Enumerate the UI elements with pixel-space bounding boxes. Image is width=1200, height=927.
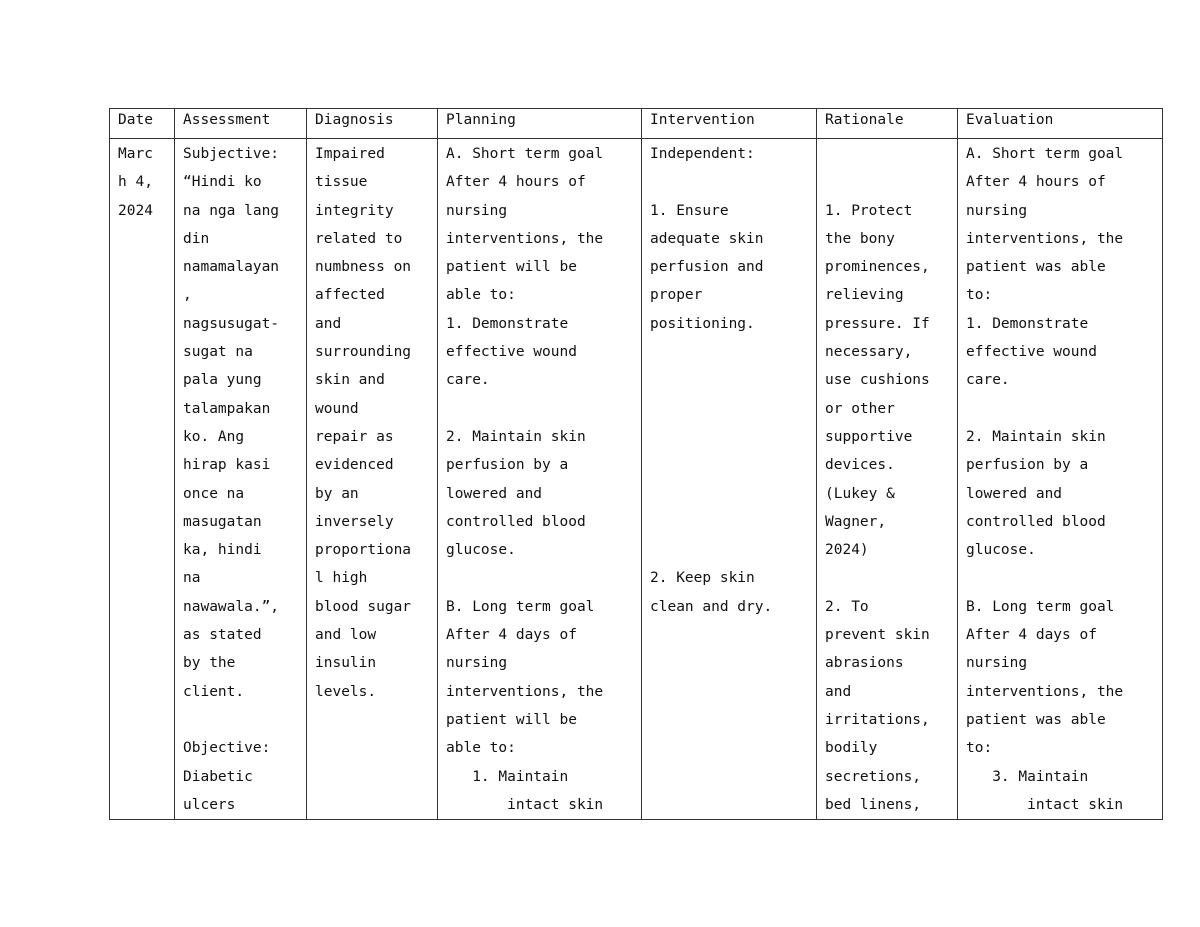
cell-text-line [825,564,951,592]
cell-text-line: 2. Maintain skin [446,428,586,445]
cell-text-line: effective wound [966,344,1097,361]
cell-text-line: intact skin [966,796,1124,813]
cell-text-line: and [315,315,342,332]
cell-text-line: the bony [825,230,895,247]
diagnosis-cell [307,139,438,820]
cell-text-line [650,366,810,394]
cell-text-line: use cushions [825,372,930,389]
cell-text-line: B. Long term goal [446,598,595,615]
cell-text-line [825,140,951,168]
cell-text-line: 1. Maintain [446,768,569,785]
cell-text-line: “Hindi ko [183,174,262,191]
cell-text-line: care. [446,372,490,389]
cell-text-line: h 4, [118,174,153,191]
cell-text-line: After 4 hours of [966,174,1106,191]
cell-text-line [650,480,810,508]
cell-text-line: (Lukey & [825,485,895,502]
cell-text-line: affected [315,287,385,304]
cell-text-line [650,338,810,366]
cell-text-line: After 4 days of [966,627,1097,644]
cell-text-line: and low [315,627,377,644]
cell-text-line [650,168,810,196]
cell-text-line: ulcers [183,796,236,813]
cell-text-line: surrounding [315,344,412,361]
cell-text-line: client. [183,683,245,700]
cell-text-line: na nga lang [183,202,280,219]
cell-text-line: Impaired [315,146,385,162]
cell-text-line: necessary, [825,344,913,361]
cell-text-line: prevent skin [825,627,930,644]
cell-text-line: nawawala.”, [183,598,280,615]
cell-text-line: masugatan [183,513,262,530]
cell-text-line [825,168,951,196]
cell-text-line: tissue [315,174,368,191]
cell-text-line [650,508,810,536]
cell-text-line: to: [966,740,993,757]
cell-text-line: or other [825,400,895,417]
cell-text-line: 3. Maintain [966,768,1089,785]
assessment-cell [175,139,307,820]
cell-text-line: 1. Demonstrate [446,315,569,332]
cell-text-line: 2. Maintain skin [966,428,1106,445]
cell-text-line: by an [315,485,359,502]
cell-text-line: devices. [825,457,895,474]
header-diagnosis: Diagnosis [307,109,438,139]
cell-text-line: bodily [825,740,878,757]
cell-text-line: related to [315,230,403,247]
cell-text-line: integrity [315,202,394,219]
cell-text-line: irritations, [825,711,930,728]
cell-text-line: 2024 [118,202,153,219]
evaluation-cell [958,139,1163,820]
cell-text-line: ka, hindi [183,542,262,559]
cell-text-line: hirap kasi [183,457,271,474]
cell-text-line: Subjective: [183,146,280,162]
header-date: Date [110,109,175,139]
cell-text-line: Diabetic [183,768,253,785]
rationale-cell [817,139,958,820]
nursing-care-plan-table [109,108,1163,820]
cell-text-line: B. Long term goal [966,598,1115,615]
cell-text-line: secretions, [825,768,922,785]
cell-text-line: talampakan [183,400,271,417]
cell-text-line: bed linens, [825,796,922,813]
cell-text-line: lowered and [446,485,543,502]
cell-text-line: Objective: [183,740,271,757]
cell-text-line: inversely [315,513,394,530]
cell-text-line: pala yung [183,372,262,389]
cell-text-line: perfusion by a [966,457,1089,474]
cell-text-line: blood sugar [315,598,412,615]
cell-text-line: 1. Protect [825,202,913,219]
cell-text-line: positioning. [650,315,755,332]
cell-text-line: effective wound [446,344,577,361]
cell-text-line [966,395,1156,423]
header-rationale: Rationale [817,109,958,139]
date-cell [110,139,175,820]
cell-text-line: After 4 days of [446,627,577,644]
cell-text-line: insulin [315,655,377,672]
cell-text-line: and [825,683,852,700]
header-intervention: Intervention [642,109,817,139]
cell-text-line: care. [966,372,1010,389]
cell-text-line: intact skin [446,796,604,813]
cell-text-line: repair as [315,428,394,445]
cell-text-line: nursing [966,655,1028,672]
cell-text-line: nagsusugat- [183,315,280,332]
cell-text-line: patient was able [966,711,1106,728]
cell-text-line: abrasions [825,655,904,672]
cell-text-line: by the [183,655,236,672]
header-planning: Planning [438,109,642,139]
header-evaluation: Evaluation [958,109,1163,139]
cell-text-line: interventions, the [966,683,1124,700]
cell-text-line [650,395,810,423]
cell-text-line: 1. Demonstrate [966,315,1089,332]
cell-text-line: interventions, the [446,683,604,700]
cell-text-line: patient was able [966,259,1106,276]
cell-text-line: supportive [825,428,913,445]
cell-text-line: glucose. [966,542,1036,559]
cell-text-line: nursing [446,655,508,672]
cell-text-line: proportiona [315,542,412,559]
cell-text-line: glucose. [446,542,516,559]
cell-text-line: proper [650,287,703,304]
cell-text-line: to: [966,287,993,304]
cell-text-line: l high [315,570,368,587]
cell-text-line: once na [183,485,245,502]
cell-text-line: perfusion and [650,259,764,276]
cell-text-line: , [183,287,192,304]
cell-text-line: din [183,230,210,247]
cell-text-line: 2. Keep skin [650,570,755,587]
cell-text-line: sugat na [183,344,253,361]
cell-text-line: nursing [446,202,508,219]
cell-text-line: A. Short term goal [966,146,1124,162]
cell-text-line: prominences, [825,259,930,276]
intervention-cell [642,139,817,820]
cell-text-line: nursing [966,202,1028,219]
cell-text-line: relieving [825,287,904,304]
cell-text-line: Wagner, [825,513,887,530]
cell-text-line: controlled blood [446,513,586,530]
cell-text-line: skin and [315,372,385,389]
cell-text-line: wound [315,400,359,417]
header-assessment: Assessment [175,109,307,139]
cell-text-line: After 4 hours of [446,174,586,191]
cell-text-line: 1. Ensure [650,202,729,219]
cell-text-line: clean and dry. [650,598,773,615]
cell-text-line: perfusion by a [446,457,569,474]
cell-text-line: lowered and [966,485,1063,502]
cell-text-line: pressure. If [825,315,930,332]
cell-text-line: interventions, the [966,230,1124,247]
cell-text-line: Independent: [650,146,755,162]
cell-text-line: ko. Ang [183,428,245,445]
cell-text-line: able to: [446,740,516,757]
cell-text-line [650,423,810,451]
table-header-row [110,109,1163,139]
table-row [110,139,1163,820]
cell-text-line: Marc [118,146,153,162]
cell-text-line: A. Short term goal [446,146,604,162]
cell-text-line [650,451,810,479]
cell-text-line: numbness on [315,259,412,276]
cell-text-line: as stated [183,627,262,644]
cell-text-line [966,564,1156,592]
cell-text-line [446,564,635,592]
cell-text-line [650,536,810,564]
cell-text-line: na [183,570,201,587]
cell-text-line: controlled blood [966,513,1106,530]
cell-text-line: adequate skin [650,230,764,247]
cell-text-line: 2024) [825,542,869,559]
cell-text-line: patient will be [446,711,577,728]
cell-text-line: evidenced [315,457,394,474]
cell-text-line: able to: [446,287,516,304]
cell-text-line [446,395,635,423]
planning-cell [438,139,642,820]
cell-text-line [183,706,300,734]
cell-text-line: namamalayan [183,259,280,276]
cell-text-line: 2. To [825,598,869,615]
cell-text-line: interventions, the [446,230,604,247]
cell-text-line: patient will be [446,259,577,276]
cell-text-line: levels. [315,683,377,700]
